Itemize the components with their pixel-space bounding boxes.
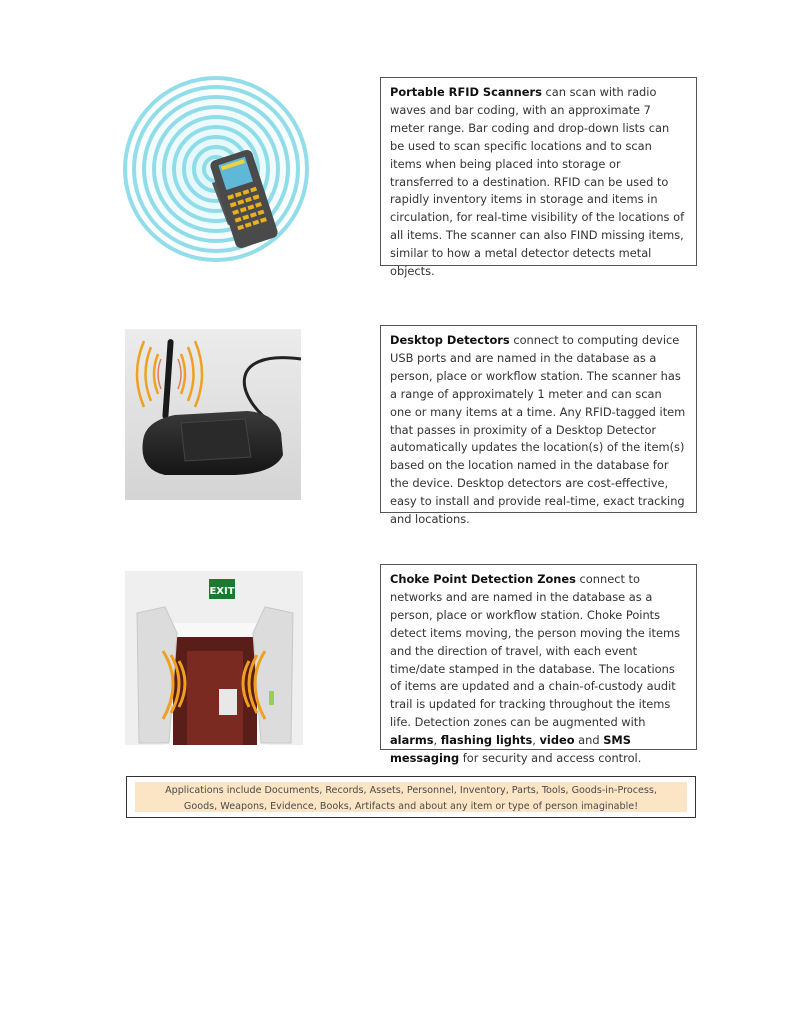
applications-banner-fill: [135, 782, 687, 812]
portable-rfid-scanners-box: [380, 77, 697, 279]
applications-banner: [126, 776, 696, 818]
choke-point-box: [380, 564, 697, 766]
choke-point-title: Choke Point Detection Zones: [390, 572, 576, 586]
desktop-detectors-title: Desktop Detectors: [390, 333, 510, 347]
desktop-detectors-box: [380, 325, 697, 527]
applications-line-2: Goods, Weapons, Evidence, Books, Artifacts and about any item or type of person imaginable!: [183, 801, 639, 812]
conjunction: and: [574, 733, 604, 748]
video-term: video: [539, 733, 575, 748]
separator: ,: [433, 733, 441, 748]
applications-line-1: Applications include Documents, Records, Assets, Personnel, Inventory, Parts, Tools, Goods-in-Process,: [165, 785, 657, 796]
alarms-term: alarms: [390, 733, 434, 748]
desktop-detector-illustration: [125, 329, 301, 500]
sms-messaging-term: SMS messaging: [390, 733, 631, 766]
separator: ,: [532, 733, 540, 748]
choke-point-text-2: for security and access control.: [459, 751, 642, 766]
portable-rfid-scanners-title: Portable RFID Scanners: [390, 85, 542, 99]
flashing-lights-term: flashing lights: [440, 733, 533, 748]
choke-point-illustration: [125, 571, 303, 745]
portable-rfid-scanners-text: can scan with radio waves and bar coding, with an approximate 7 meter range. Bar coding and drop-down lists can be used to scan specific locations and to scan items when being placed into storage or transferred to a destination. RFID can be used to rapidly inventory items in storage and items in circulation, for real-time visibility of the locations of all items. The scanner can also FIND missing items, similar to how a metal detector detects metal objects.: [390, 85, 685, 279]
rfid-scanner-illustration: [110, 75, 320, 265]
desktop-detectors-text: connect to computing device USB ports and are named in the database as a person, place or workflow station. The scanner has a range of approximately 1 meter and can scan one or many items at a time. Any RFID-tagged item that passes in proximity of a Desktop Detector automatically updates the location(s) of the item(s) based on the location named in the database for the device. Desktop detectors are cost-effective, easy to install and provide real-time, exact tracking and locations.: [390, 333, 686, 527]
exit-sign: EXIT: [209, 586, 235, 597]
choke-point-text-1: connect to networks and are named in the database as a person, place or workflow station. Choke Points detect items moving, the person moving the items and the direction of travel, with each event time/date stamped in the database. The locations of items are updated and a chain-of-custody audit trail is updated for tracking throughout the items life. Detection zones can be augmented with: [390, 572, 681, 730]
